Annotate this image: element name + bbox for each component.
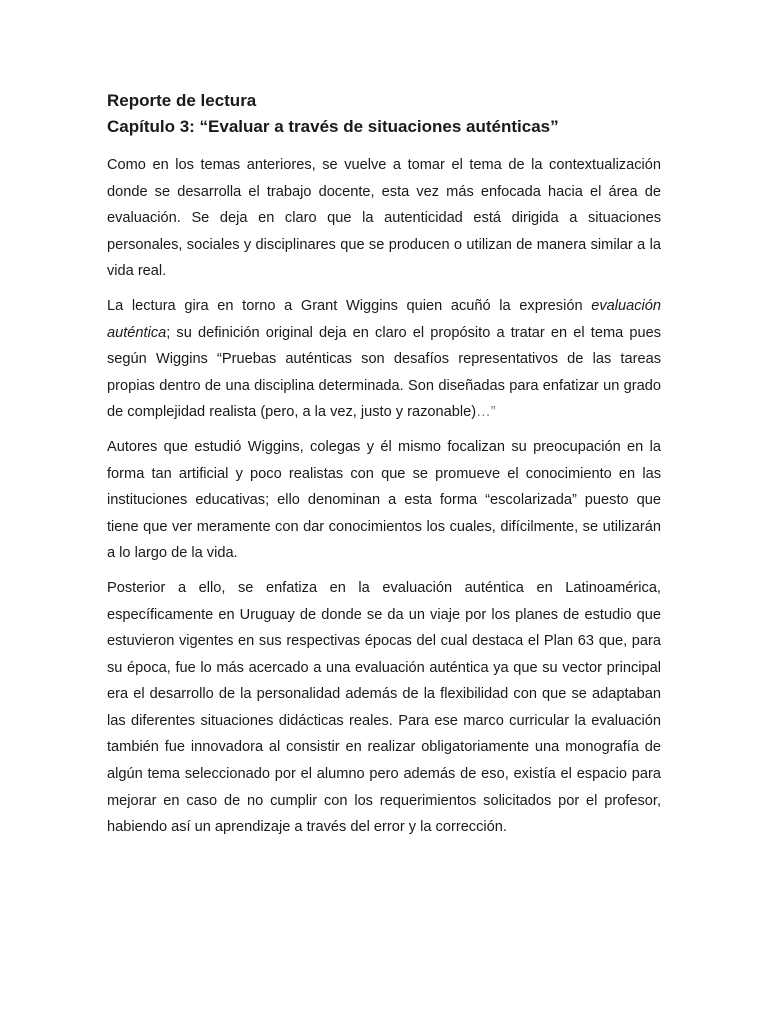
document-title: Reporte de lectura [107, 91, 257, 110]
chapter-title: Capítulo 3: “Evaluar a través de situaciones auténticas” [107, 117, 559, 136]
paragraph-2 [107, 293, 661, 426]
paragraph-2-text-before: La lectura gira en torno a Grant Wiggins quien acuñó la expresión [107, 297, 592, 314]
paragraph-1: Como en los temas anteriores, se vuelve a tomar el tema de la contextualización donde se desarrolla el trabajo docente, esta vez más enfocada hacia el área de evaluación. Se deja en claro que la autenticidad está dirigida a situaciones personales, sociales y disciplinares que se producen o utilizan de manera similar a la vida real. [107, 157, 661, 280]
paragraph-2-italic-term: evaluación auténtica [107, 297, 661, 341]
document-page [107, 88, 661, 849]
paragraph-4: Posterior a ello, se enfatiza en la evaluación auténtica en Latinoamérica, específicamente en Uruguay de donde se da un viaje por los planes de estudio que estuvieron vigentes en sus respectivas épocas del cual destaca el Plan 63 que, para su época, fue lo más acercado a una evaluación auténtica ya que su vector principal era el desarrollo de la personalidad además de la flexibilidad con que se adaptaban las diferentes situaciones didácticas reales. Para ese marco curricular la evaluación también fue innovadora al consistir en realizar obligatoriamente una monografía de algún tema seleccionado por el alumno pero además de eso, existía el espacio para mejorar en caso de no cumplir con los requerimientos solicitados por el profesor, habiendo así un aprendizaje a través del error y la corrección. [107, 579, 661, 836]
paragraph-2-text-after: ; su definición original deja en claro el propósito a tratar en el tema pues según Wiggins “Pruebas auténticas son desafíos representativos de las tareas propias dentro de una disciplina determinada. Son diseñadas para enfatizar un grado de complejidad realista (pero, a la vez, justo y razonable) [107, 324, 661, 421]
paragraph-2-ellipsis: …” [476, 404, 496, 421]
paragraph-3: Autores que estudió Wiggins, colegas y él mismo focalizan su preocupación en la forma tan artificial y poco realistas con que se promueve el conocimiento en las instituciones educativas; ello denominan a esta forma “escolarizada” puesto que tiene que ver meramente con dar conocimientos los cuales, difícilmente, se utilizarán a lo largo de la vida. [107, 438, 661, 562]
